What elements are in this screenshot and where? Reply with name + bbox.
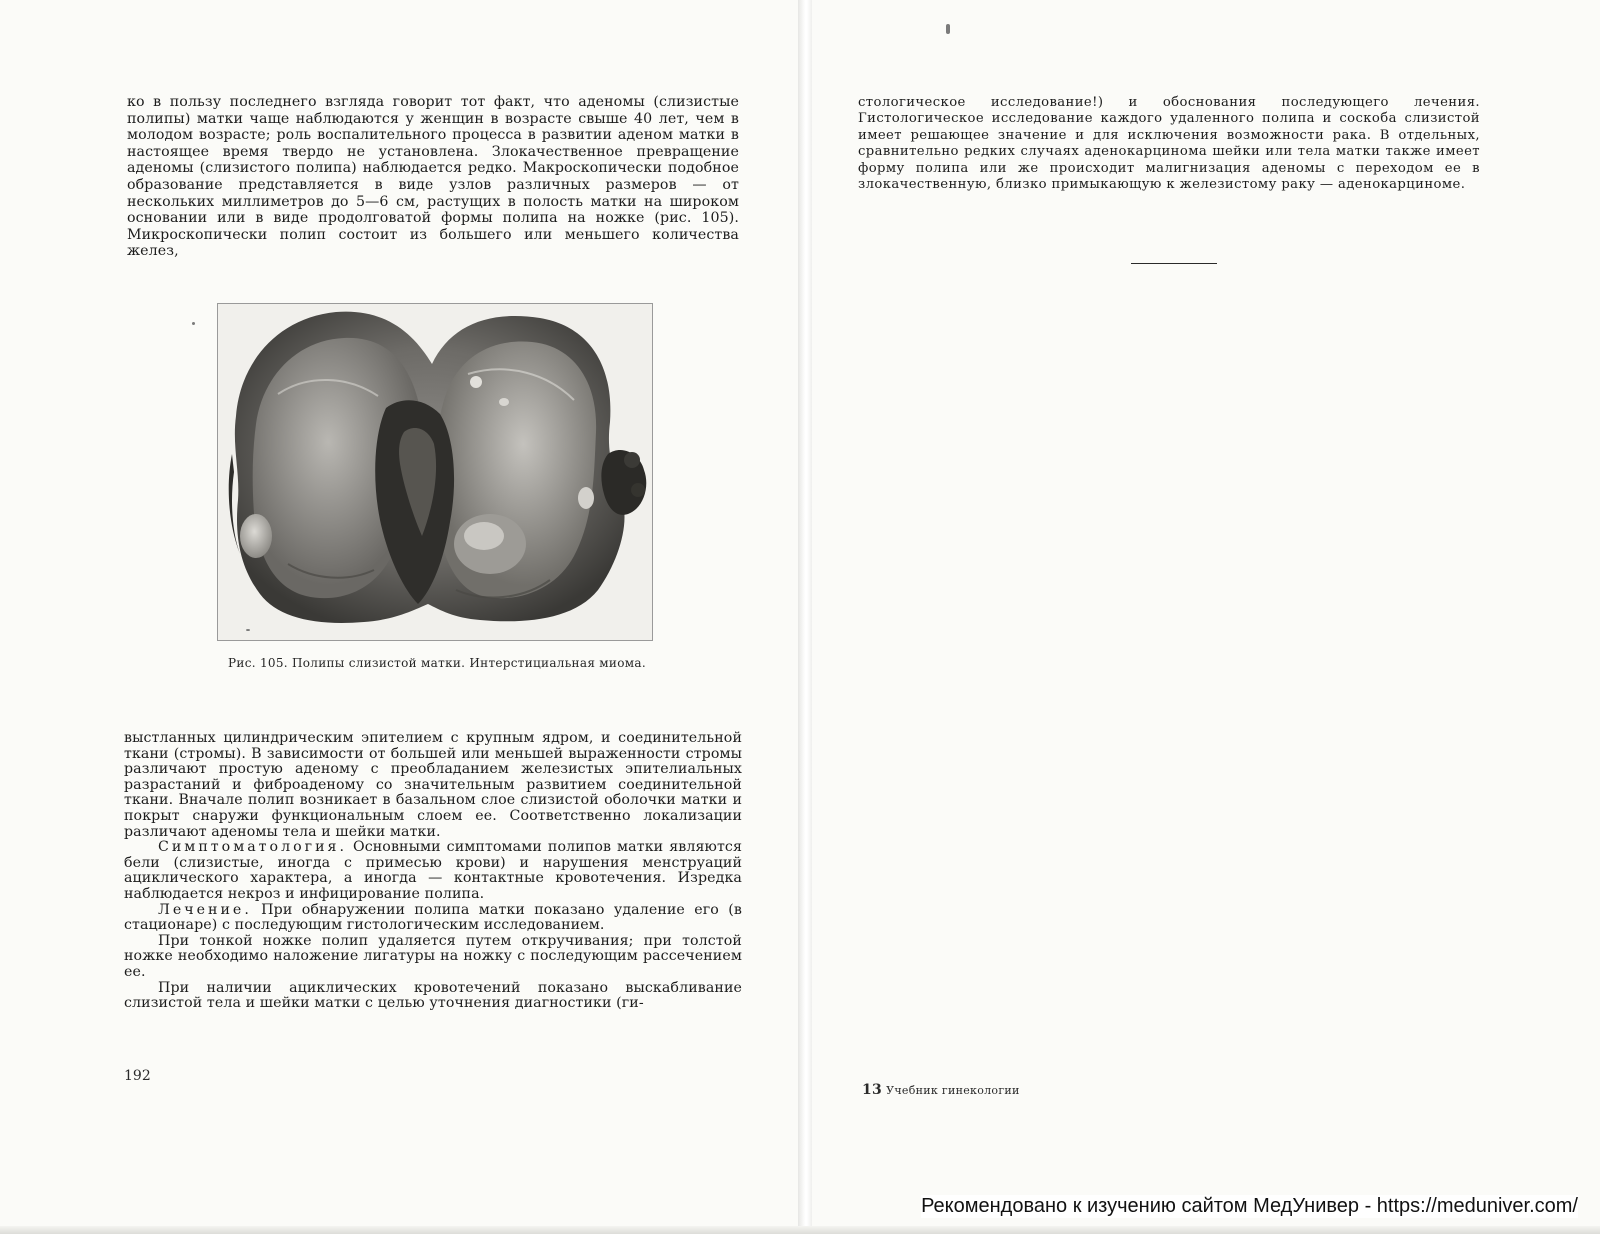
paragraph-ligature: При тонкой ножке полип удаляется путем откручивания; при толстой ножке необходимо наложение лигатуры на ножку с последующим рассечением ее. <box>124 932 742 980</box>
paragraph-curettage: При наличии ациклических кровотечений показано выскабливание слизистой тела и шейки матки с целью уточнения диагностики (ги- <box>124 979 742 1012</box>
left-top-paragraph: ко в пользу последнего взгляда говорит тот факт, что аденомы (слизистые полипы) матки чаще наблюдаются у женщин в возрасте свыше 40 лет, чем в молодом возрасте; роль воспалительного процесса в развитии аденом матки в настоящее время твердо не установлена. Злокачественное превращение аденомы (слизистого полипа) наблюдается редко. Макроскопически подобное образование представляется в виде узлов различных размеров — от нескольких миллиметров до 5—6 см, растущих в полость матки на широком основании или в виде продолговатой формы полипа на ножке (рис. 105). Микроскопически полип состоит из большего или меньшего количества желез, <box>127 94 739 260</box>
uterus-polyp-photo-image <box>218 304 652 640</box>
page-bottom-edge <box>0 1226 1600 1234</box>
paragraph-pathology: выстланных цилиндрическим эпителием с крупным ядром, и соединительной ткани (стромы). В зависимости от большей или меньшей выраженности стромы различают простую аденому с преобладанием железистых эпителиальных разрастаний и фиброаденому со значительным развитием соединительной ткани. Вначале полип возникает в базальном слое слизистой оболочки матки и покрыт снаружи функциональным слоем ее. Соответственно локализации различают аденомы тела и шейки матки. <box>124 730 742 840</box>
meduniver-watermark: Рекомендовано к изучению сайтом МедУнивер - https://meduniver.com/ <box>921 1195 1578 1217</box>
left-page-top-text <box>127 94 739 260</box>
section-divider <box>1131 263 1217 264</box>
sheet-signature <box>862 1082 1020 1098</box>
print-speck <box>192 322 195 325</box>
symptoms-text: Основными симптомами полипов матки являются бели (слизистые, иногда с примесью крови) и нарушения менструаций ациклического характера, а иногда — контактные кровотечения. Изредка наблюдается некроз и инфицирование полипа. <box>124 839 742 902</box>
sheet-number: 13 <box>862 1082 883 1098</box>
figure-caption: Рис. 105. Полипы слизистой матки. Интерстициальная миома. <box>228 656 646 670</box>
right-top-paragraph: стологическое исследование!) и обоснования последующего лечения. Гистологическое исследование каждого удаленного полипа и соскоба слизистой имеет решающее значение и для исключения возможности рака. В отдельных, сравнительно редких случаях аденокарцинома шейки или тела матки также имеет форму полипа или же происходит малигнизация аденомы с переходом ее в злокачественную, близко примыкающую к железистому раку — аденокарциноме. <box>858 95 1480 193</box>
print-speck <box>946 24 950 34</box>
left-page-number: 192 <box>124 1068 151 1084</box>
heading-symptoms: Симптоматология. <box>158 839 347 856</box>
paragraph-symptoms <box>124 840 742 902</box>
left-page-bottom-text <box>124 731 742 1012</box>
figure-105-photo <box>217 303 653 641</box>
sheet-label: Учебник гинекологии <box>886 1084 1020 1097</box>
right-page-text <box>858 95 1480 193</box>
print-speck <box>246 629 250 631</box>
heading-treatment: Лечение. <box>158 901 252 918</box>
treatment-text: При обнаружении полипа матки показано удаление его (в стационаре) с последующим гистологическим исследованием. <box>124 901 742 934</box>
right-page <box>812 0 1600 1234</box>
paragraph-treatment <box>124 903 742 934</box>
